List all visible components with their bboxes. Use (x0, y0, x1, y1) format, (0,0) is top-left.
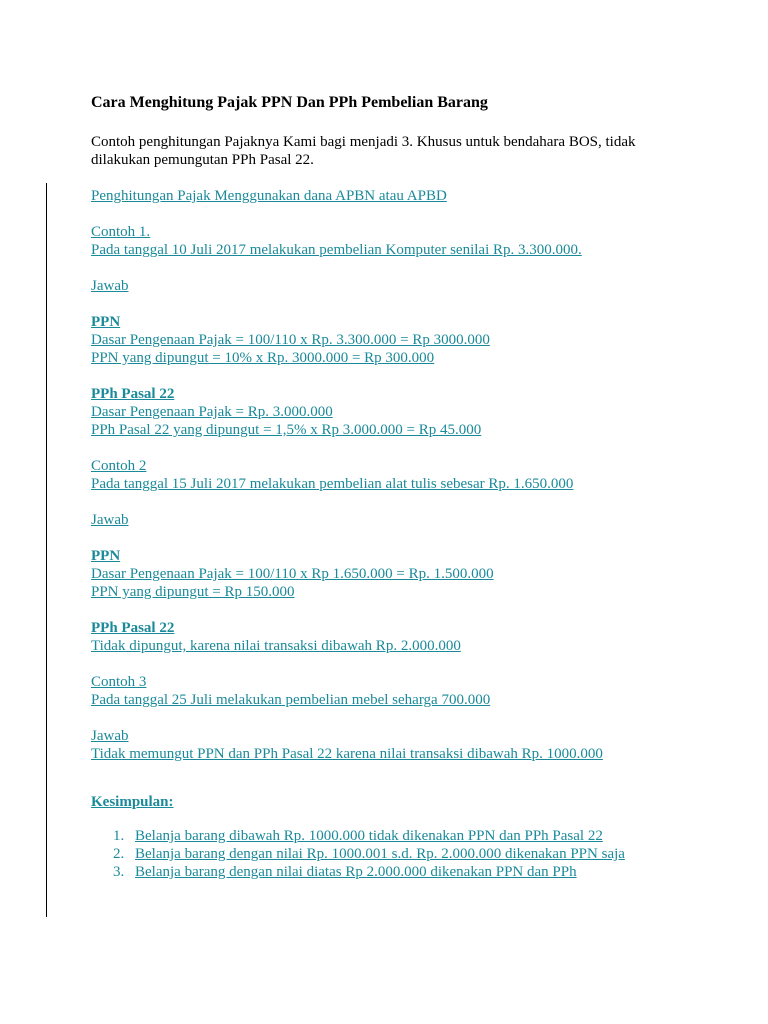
example1-ppn-line2[interactable]: PPN yang dipungut = 10% x Rp. 3000.000 = Rp 300.000 (91, 350, 435, 366)
conclusion-block (91, 793, 711, 881)
conclusion-item-3-link[interactable] (113, 864, 577, 880)
example1-ppn-heading[interactable]: PPN (91, 314, 121, 330)
conclusion-item-1[interactable] (113, 827, 711, 845)
example2-block (91, 457, 711, 493)
conclusion-item-1-link[interactable] (113, 828, 603, 844)
example1-ppn-block (91, 313, 711, 367)
document-body (91, 93, 711, 881)
conclusion-item-2[interactable] (113, 845, 711, 863)
conclusion-item-2-link[interactable] (113, 846, 625, 862)
example1-pph-line1[interactable]: Dasar Pengenaan Pajak = Rp. 3.000.000 (91, 404, 333, 420)
example1-pph-heading[interactable]: PPh Pasal 22 (91, 386, 175, 402)
conclusion-item-2-num: 2. (113, 846, 125, 862)
example1-block (91, 223, 711, 259)
example3-text[interactable]: Pada tanggal 25 Juli melakukan pembelian mebel seharga 700.000 (91, 692, 491, 708)
example3-answer-text[interactable]: Tidak memungut PPN dan PPh Pasal 22 karena nilai transaksi dibawah Rp. 1000.000 (91, 746, 603, 762)
example1-answer[interactable]: Jawab (91, 278, 129, 294)
conclusion-item-3-num: 3. (113, 864, 125, 880)
example2-ppn-block (91, 547, 711, 601)
example3-answer[interactable]: Jawab (91, 728, 129, 744)
example3-block (91, 673, 711, 709)
conclusion-item-3-text: Belanja barang dengan nilai diatas Rp 2.000.000 dikenakan PPN dan PPh (135, 864, 577, 880)
example3-answer-block (91, 727, 711, 763)
example1-text[interactable]: Pada tanggal 10 Juli 2017 melakukan pembelian Komputer senilai Rp. 3.300.000. (91, 242, 582, 258)
example2-ppn-heading[interactable]: PPN (91, 548, 121, 564)
intro-line-1: Contoh penghitungan Pajaknya Kami bagi menjadi 3. Khusus untuk bendahara BOS, tidak (91, 134, 636, 150)
example1-pph-line2[interactable]: PPh Pasal 22 yang dipungut = 1,5% x Rp 3.000.000 = Rp 45.000 (91, 422, 482, 438)
intro-paragraph (91, 133, 711, 169)
example2-answer-block (91, 511, 711, 529)
conclusion-item-1-num: 1. (113, 828, 125, 844)
example2-pph-line1[interactable]: Tidak dipungut, karena nilai transaksi dibawah Rp. 2.000.000 (91, 638, 461, 654)
example2-ppn-line1[interactable]: Dasar Pengenaan Pajak = 100/110 x Rp 1.650.000 = Rp. 1.500.000 (91, 566, 494, 582)
conclusion-heading[interactable]: Kesimpulan: (91, 794, 174, 810)
conclusion-list (91, 827, 711, 881)
example2-answer[interactable]: Jawab (91, 512, 129, 528)
conclusion-item-2-text: Belanja barang dengan nilai Rp. 1000.001 s.d. Rp. 2.000.000 dikenakan PPN saja (135, 846, 625, 862)
example1-label[interactable]: Contoh 1. (91, 224, 151, 240)
section-heading-link[interactable]: Penghitungan Pajak Menggunakan dana APBN atau APBD (91, 188, 447, 204)
example2-text[interactable]: Pada tanggal 15 Juli 2017 melakukan pembelian alat tulis sebesar Rp. 1.650.000 (91, 476, 574, 492)
document-title: Cara Menghitung Pajak PPN Dan PPh Pembelian Barang (91, 94, 488, 111)
example2-ppn-line2[interactable]: PPN yang dipungut = Rp 150.000 (91, 584, 295, 600)
example1-answer-block (91, 277, 711, 295)
example3-label[interactable]: Contoh 3 (91, 674, 147, 690)
example1-pph-block (91, 385, 711, 439)
page-margin-line (46, 183, 47, 917)
example2-pph-heading[interactable]: PPh Pasal 22 (91, 620, 175, 636)
conclusion-item-3[interactable] (113, 863, 711, 881)
example2-pph-block (91, 619, 711, 655)
intro-line-2: dilakukan pemungutan PPh Pasal 22. (91, 152, 314, 168)
example2-label[interactable]: Contoh 2 (91, 458, 147, 474)
section-heading-block (91, 187, 711, 205)
example1-ppn-line1[interactable]: Dasar Pengenaan Pajak = 100/110 x Rp. 3.300.000 = Rp 3000.000 (91, 332, 490, 348)
conclusion-item-1-text: Belanja barang dibawah Rp. 1000.000 tidak dikenakan PPN dan PPh Pasal 22 (135, 828, 603, 844)
